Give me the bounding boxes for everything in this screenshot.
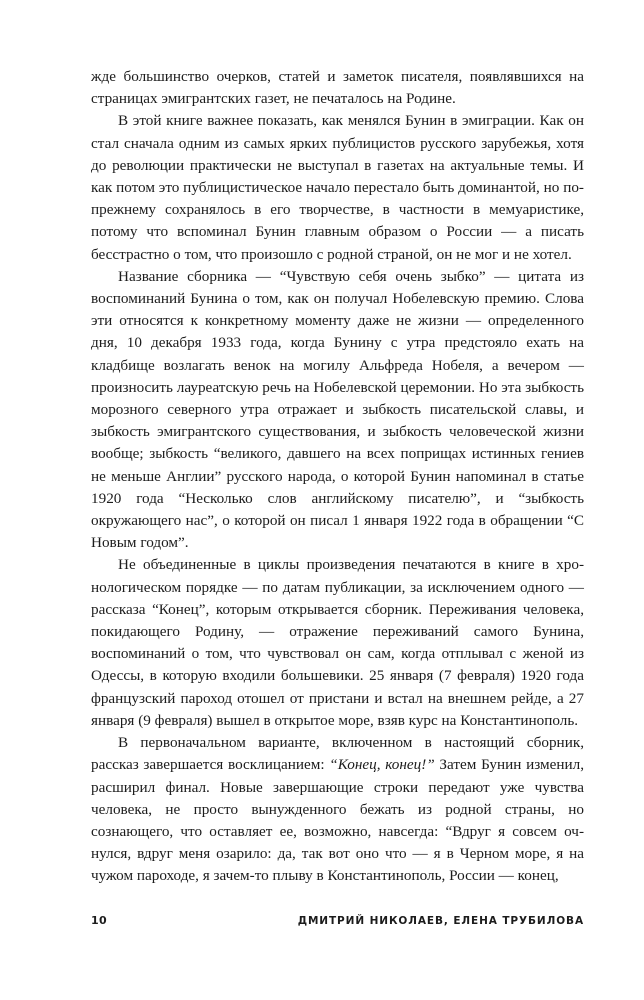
paragraph-text: Затем Бунин изменил, расширил финал. Новые завершающие строки передают уже чувства человека, не просто вынужденного бежать из родной страны, но сознающего, что оставляет ее, возможно, навсегда: “Вдруг я совсем очнулся, вдруг меня озарило: да, так вот оно что — я в Черном море, я на чужом пароходе, я зачем-то плыву в Константинополь, России — конец, [91,756,584,885]
paragraph [91,554,584,732]
italic-quote: “Конец, конец!” [329,756,435,774]
page-number: 10 [91,914,108,927]
paragraph [91,732,584,887]
paragraph-continuation [91,66,584,110]
paragraph-text: Название сборника — “Чувствую себя очень зыбко” — цитата из воспоминаний Бунина о том, как он получал Нобелевскую премию. Слова эти относятся к конкретному моменту даже не жизни — определенного дня, 10 декабря 1933 года, когда Бунину с утра предстояло ехать на кладбище возлагать венок на могилу Альфреда Нобеля, а вечером — произносить лауреатскую речь на Нобелевской церемонии. Но эта зыбкость морозного северного утра отражает и зыбкость писательской славы, и зыбкость эмигрантского существования, и зыбкость человеческой жизни вообще; зыбкость “великого, давшего на всех поприщах истинных гениев не меньше Англии” русского народа, о которой Бунин напоминал в статье 1920 года “Несколько слов английскому писателю”, и “зыбкость окружающего нас”, о которой он писал 1 января 1922 года в обращении “С Новым годом”. [91,267,584,552]
running-footer-authors: ДМИТРИЙ НИКОЛАЕВ, ЕЛЕНА ТРУБИЛОВА [297,915,584,927]
paragraph-text: В этой книге важнее показать, как менялся Бунин в эмиграции. Как он стал сначала одним из самых ярких публицистов русского зарубежья, хотя до революции практически не выступал в газетах на актуальные темы. И как потом это публицистическое начало перестало быть доминантой, но по-прежнему сохранялось в его творчестве, в частности в мемуаристике, потому что вспоминал Бунин главным образом о России — а писать бесстрастно о том, что произошло с родной страной, он не мог и не хотел. [91,112,584,263]
paragraph-text: жде большинство очерков, статей и заметок писателя, появлявшихся на страницах эмигрантских газет, не печаталось на Родине. [91,68,584,108]
page-footer [91,914,584,927]
paragraph [91,266,584,555]
page-body [91,66,584,888]
paragraph-text: В первоначальном варианте, включенном в настоящий сборник, рассказ завершается восклицанием: [91,734,584,774]
paragraph-text: Не объединенные в циклы произведения печатаются в книге в хронологическом порядке — по датам публикации, за исключением одного — рассказа “Конец”, которым открывается сборник. Переживания человека, покидающего Родину, — отражение переживаний самого Бунина, воспоминаний о том, что чувствовал он сам, когда отплывал с женой из Одессы, в которую входили большевики. 25 января (7 февраля) 1920 года французский пароход отошел от пристани и встал на внешнем рейде, а 27 января (9 февраля) вышел в открытое море, взяв курс на Константинополь. [91,556,584,729]
paragraph [91,110,584,265]
